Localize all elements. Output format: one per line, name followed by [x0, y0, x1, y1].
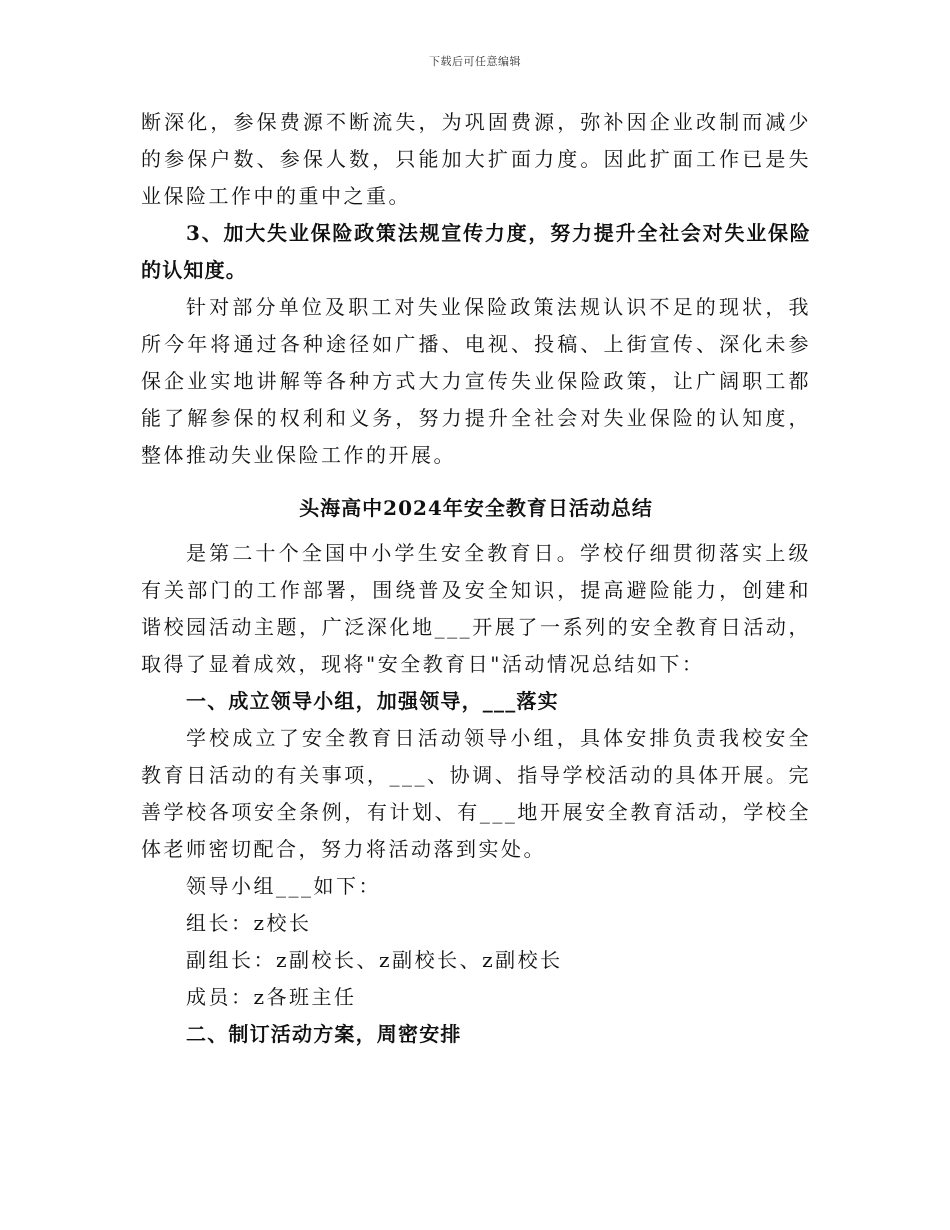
document-body — [141, 104, 811, 1053]
section-heading-1: 一、成立领导小组，加强领导，___落实 — [186, 689, 559, 713]
list-line-deputy: 副组长：z副校长、z副校长、z副校长 — [186, 948, 563, 972]
section-heading-3: 3、加大失业保险政策法规宣传力度，努力提升全社会对失业保险的认知度。 — [141, 221, 811, 282]
paragraph-publicity: 针对部分单位及职工对失业保险政策法规认识不足的现状，我所今年将通过各种途径如广播、电视、投稿、上街宣传、深化未参保企业实地讲解等各种方式大力宣传失业保险政策，让广阔职工都能了解参保的权利和义务，努力提升全社会对失业保险的认知度，整体推动失业保险工作的开展。 — [141, 295, 811, 467]
list-line-leader: 组长：z校长 — [186, 911, 312, 935]
paragraph-intro: 是第二十个全国中小学生安全教育日。学校仔细贯彻落实上级有关部门的工作部署，围绕普及安全知识，提高避险能力，创建和谐校园活动主题，广泛深化地___开展了一系列的安全教育日活动，取得了显着成效，现将"安全教育日"活动情况总结如下： — [141, 541, 811, 676]
list-line-members: 成员：z各班主任 — [186, 985, 357, 1009]
section-heading-2: 二、制订活动方案，周密安排 — [186, 1022, 462, 1046]
document-title: 头海高中2024年安全教育日活动总结 — [299, 496, 653, 520]
list-line-group: 领导小组___如下： — [186, 874, 381, 898]
paragraph-continued: 断深化，参保费源不断流失，为巩固费源，弥补因企业改制而减少的参保户数、参保人数，只能加大扩面力度。因此扩面工作已是失业保险工作中的重中之重。 — [141, 110, 811, 208]
header-note: 下载后可任意编辑 — [429, 55, 521, 68]
paragraph-leadership: 学校成立了安全教育日活动领导小组，具体安排负责我校安全教育日活动的有关事项，___、协调、指导学校活动的具体开展。完善学校各项安全条例，有计划、有___地开展安全教育活动，学校全体老师密切配合，努力将活动落到实处。 — [141, 726, 811, 861]
